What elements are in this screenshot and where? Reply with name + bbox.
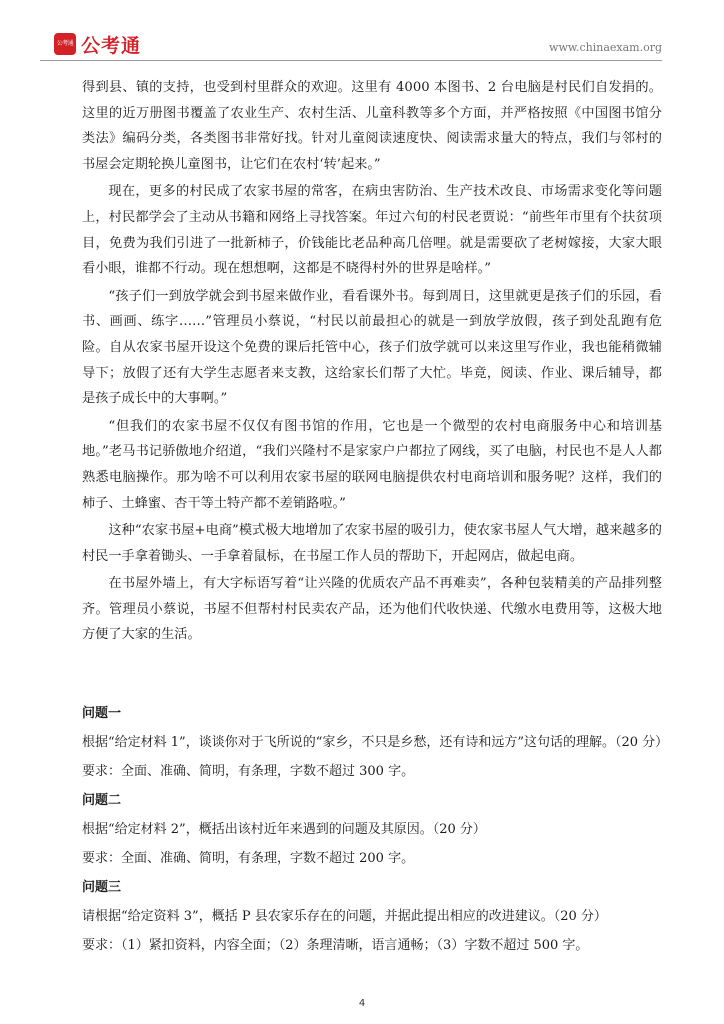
question-title: 问题三 [82, 880, 122, 895]
paragraph: 现在，更多的村民成了农家书屋的常客，在病虫害防治、生产技术改良、市场需求变化等问题上，村民都学会了主动从书籍和网络上寻找答案。年过六旬的村民老贾说：“前些年市里有个扶贫项目，免费为我们引进了一批新柿子，价钱能比老品种高几倍哩。就是需要砍了老树嫁接，大家大眼看小眼，谁都不行动。现在想想啊，这都是不晓得村外的世界是啥样。” [82, 184, 662, 277]
question-3 [82, 877, 662, 956]
paragraph: 得到县、镇的支持，也受到村里群众的欢迎。这里有 4000 本图书、2 台电脑是村民们自发捐的。这里的近万册图书覆盖了农业生产、农村生活、儿童科教等多个方面，并严格按照《中国图书馆分类法》编码分类，各类图书非常好找。针对儿童阅读速度快、阅读需求量大的特点，我们与邻村的书屋会定期轮换儿童图书，让它们在农村‘转’起来。” [82, 80, 662, 172]
questions-section [82, 703, 669, 964]
question-prompt: 根据“给定材料 1”，谈谈你对于飞所说的“家乡，不只是乡愁，还有诗和远方”这句话的理解。（20 分） [82, 735, 669, 750]
paragraph: 这种“农家书屋+电商”模式极大地增加了农家书屋的吸引力，使农家书屋人气大增，越来越多的村民一手拿着锄头、一手拿着鼠标，在书屋工作人员的帮助下，开起网店，做起电商。 [82, 523, 662, 564]
question-requirement: 要求：（1）紧扣资料，内容全面；（2）条理清晰，语言通畅；（3）字数不超过 500 字。 [82, 938, 589, 953]
question-2 [82, 790, 662, 869]
question-requirement: 要求：全面、准确、简明，有条理，字数不超过 300 字。 [82, 764, 415, 779]
question-title: 问题一 [82, 706, 122, 721]
page-number: 4 [358, 998, 366, 1009]
material-text [82, 75, 662, 650]
question-requirement: 要求：全面、准确、简明，有条理，字数不超过 200 字。 [82, 851, 415, 866]
paragraph: 在书屋外墙上，有大字标语写着“让兴隆的优质农产品不再难卖”，各种包装精美的产品排列整齐。管理员小蔡说，书屋不但帮村村民卖农产品，还为他们代收快递、代缴水电费用等，这极大地方便了大家的生活。 [82, 576, 662, 643]
question-prompt: 根据“给定材料 2”，概括出该村近年来遇到的问题及其原因。（20 分） [82, 822, 486, 837]
logo-icon: 公考通 [54, 33, 76, 55]
paragraph: “但我们的农家书屋不仅仅有图书馆的作用，它也是一个微型的农村电商服务中心和培训基地。”老马书记骄傲地介绍道，“我们兴隆村不是家家户户都拉了网线，买了电脑，村民也不是人人都熟悉电脑操作。那为啥不可以利用农家书屋的联网电脑提供农村电商培训和服务呢？这样，我们的柿子、土蜂蜜、杏干等土特产都不差销路啦。” [82, 418, 662, 511]
question-prompt: 请根据“给定资料 3”，概括 P 县农家乐存在的问题，并据此提出相应的改进建议。（20 分） [82, 909, 607, 924]
question-1 [82, 703, 669, 782]
header-divider [40, 60, 662, 61]
logo-text: 公考通 [81, 35, 142, 57]
page-header [40, 33, 662, 59]
site-url: www.chinaexam.org [549, 41, 662, 54]
question-title: 问题二 [82, 793, 122, 808]
paragraph: “孩子们一到放学就会到书屋来做作业，看看课外书。每到周日，这里就更是孩子们的乐园，看书、画画、练字……”管理员小蔡说，“村民以前最担心的就是一到放学放假，孩子到处乱跑有危险。自从农家书屋开设这个免费的课后托管中心，孩子们放学就可以来这里写作业，我也能稍微辅导下；放假了还有大学生志愿者来支教，这给家长们帮了大忙。毕竟，阅读、作业、课后辅导，都是孩子成长中的大事啊。” [82, 288, 662, 407]
